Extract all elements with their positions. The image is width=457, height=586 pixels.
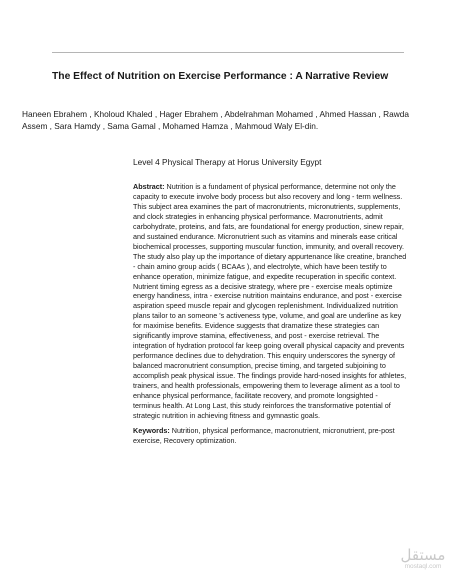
watermark bbox=[398, 548, 448, 571]
abstract bbox=[133, 182, 407, 421]
header-rule bbox=[52, 52, 404, 53]
abstract-label: Abstract: bbox=[133, 182, 165, 191]
author-list: Haneen Ebrahem , Kholoud Khaled , Hager Ebrahem , Abdelrahman Mohamed , Ahmed Hassan , Rawda Assem , Sara Hamdy , Sama Gamal , Mohamed Hamza , Mahmoud Waly El-din. bbox=[22, 109, 409, 131]
abstract-text: Nutrition is a fundament of physical performance, determine not only the capacity to execute involve body process but also recovery and long - term wellness. This subject area examines the part of macronutrients, micronutrients, supplements, and clock strategies in enhancing physical performance. Macronutrients, admit carbohydrate, proteins, and fats, are foundational for energy production, sinew repair, and sustained endurance. Micronutrient such as vitamins and minerals ease critical biochemical processes, supporting muscular function, immunity, and overall recovery. The study also play up the importance of dietary appurtenance like creatine, branched - chain amino group acids ( BCAAs ), and electrolyte, which have been testify to enhance operation, minimize fatigue, and expedite recuperation in specific context. Nutrient timing egress as a decisive strategy, where pre - exercise meals optimize energy handiness, intra - exercise nutrition maintains endurance, and post - exercise aspiration speed muscle repair and glycogen replenishment. Individualized nutrition plans tailor to an someone 's activeness type, volume, and goal are underline as key for maximise benefits. Evidence suggests that dramatize these strategies can significantly improve stamina, effectiveness, and post - exercise retrieval. The integration of hydration protocol far keep going overall physical capacity and prevents performance declines due to dehydration. This enquiry underscores the synergy of balanced macronutrient consumption, precise timing, and targeted subjoining to accomplish peak physical issue. The findings provide hard-nosed insights for athletes, trainers, and health professionals, empowering them to leverage aliment as a tool to enhance physical performance, facilitate recovery, and promote longsighted - terminus health. At Long Last, this study reinforces the transformative potential of strategic nutrition in achieving fitness and gymnastic goals. bbox=[133, 182, 407, 420]
keywords-text: Nutrition, physical performance, macronutrient, micronutrient, pre-post exercise, Recovery optimization. bbox=[133, 426, 395, 445]
keywords bbox=[133, 426, 408, 446]
affiliation: Level 4 Physical Therapy at Horus University Egypt bbox=[133, 157, 322, 167]
watermark-logo: مستقل bbox=[400, 546, 446, 564]
keywords-label: Keywords: bbox=[133, 426, 170, 435]
paper-title: The Effect of Nutrition on Exercise Performance : A Narrative Review bbox=[52, 71, 389, 82]
watermark-text: mostaql.com bbox=[404, 563, 442, 570]
